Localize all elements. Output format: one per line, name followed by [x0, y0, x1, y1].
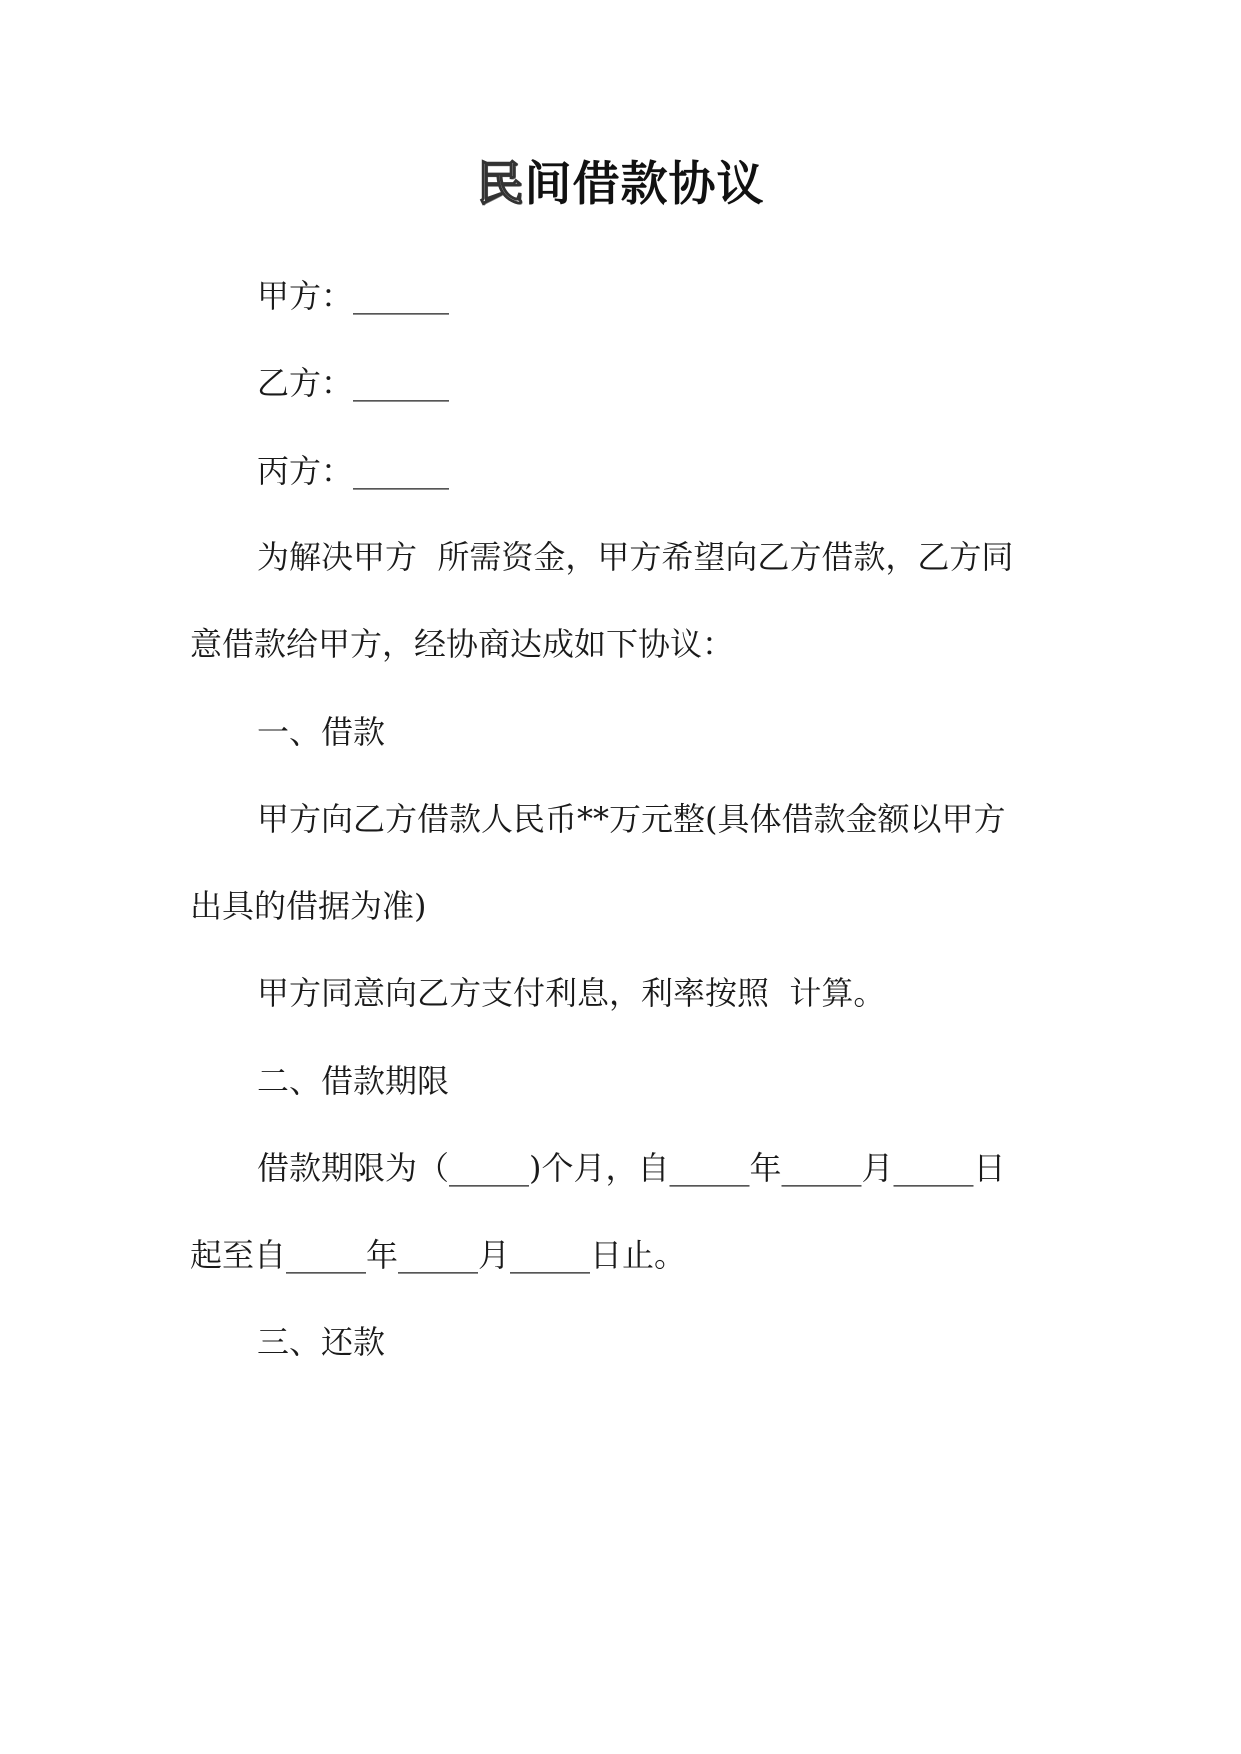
section-2-paragraph-line-2: 起至自_____年_____月_____日止。	[190, 1236, 687, 1274]
intro-line-1: 为解决甲方 所需资金，甲方希望向乙方借款，乙方同	[257, 538, 1014, 576]
section-2-heading: 二、借款期限	[257, 1062, 450, 1100]
document-title	[0, 150, 1241, 220]
section-1-paragraph-1-line-1: 甲方向乙方借款人民币**万元整(具体借款金额以甲方	[257, 800, 1006, 838]
party-b-line: 乙方：______	[257, 364, 450, 402]
party-a-line: 甲方：______	[257, 277, 450, 315]
section-3-heading: 三、还款	[257, 1323, 386, 1361]
intro-line-2: 意借款给甲方，经协商达成如下协议：	[190, 625, 735, 663]
section-2-paragraph-line-1: 借款期限为（_____)个月，自_____年_____月_____日	[257, 1149, 1006, 1187]
party-c-line: 丙方：______	[257, 452, 450, 490]
title-rest: 间借款协议	[524, 157, 765, 212]
title-first-char: 民	[476, 157, 525, 212]
section-1-paragraph-1-line-2: 出具的借据为准)	[190, 887, 427, 925]
section-1-paragraph-2: 甲方同意向乙方支付利息，利率按照 计算。	[257, 974, 886, 1012]
section-1-heading: 一、借款	[257, 713, 386, 751]
